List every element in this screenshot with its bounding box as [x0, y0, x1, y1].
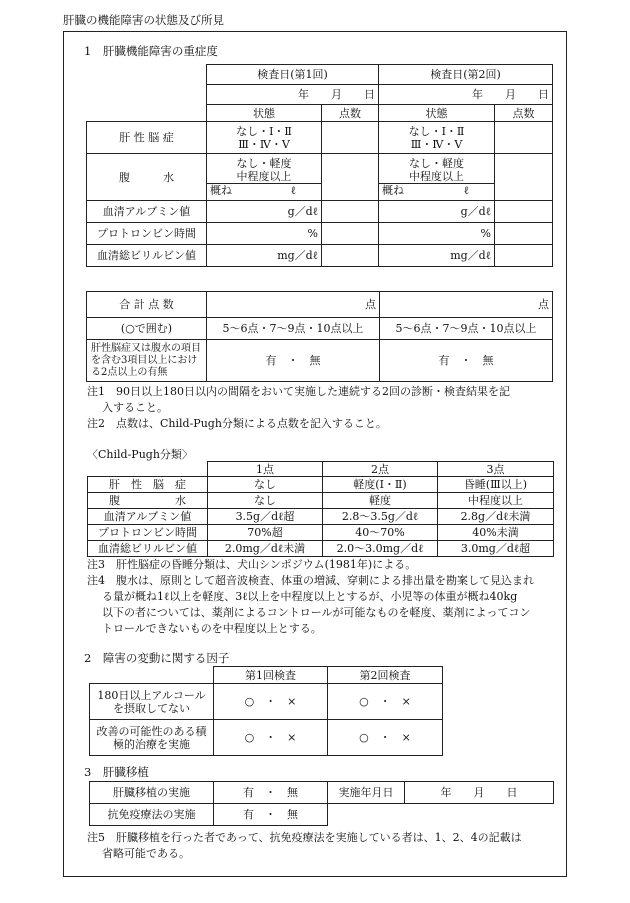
table-row: [88, 541, 554, 557]
two-point-yesno-2[interactable]: 有 ・ 無: [380, 340, 553, 382]
cp-cell: 2.8g／dℓ未満: [438, 509, 554, 525]
treatment-check-2[interactable]: ○ ・ ×: [328, 720, 443, 756]
transplant-date[interactable]: 年 月 日: [405, 782, 554, 804]
cp-cell: 40%未満: [438, 525, 554, 541]
cp-cell: 3.5g／dℓ超: [208, 509, 323, 525]
bilirubin-label: 血清総ビリルビン値: [87, 245, 207, 267]
ascites-options-1[interactable]: なし・軽度 中程度以上 概ね ℓ: [207, 154, 322, 201]
treatment-label: 改善の可能性のある積極的治療を実施: [90, 720, 214, 756]
factor-header-2: 第2回検査: [328, 667, 443, 684]
cp-cell: 2.0mg／dℓ未満: [208, 541, 323, 557]
albumin-label: 血清アルブミン値: [87, 201, 207, 223]
cp-header-2: 2点: [323, 462, 438, 477]
transplant-date-label: 実施年月日: [328, 782, 405, 804]
ascites-options-2[interactable]: なし・軽度 中程度以上 概ね ℓ: [379, 154, 495, 201]
alcohol-check-2[interactable]: ○ ・ ×: [328, 684, 443, 720]
note-4d: トロールできないものを中程度以上とする。: [102, 622, 322, 635]
exam2-header: 検査日(第2回): [379, 65, 553, 85]
note-5b: 省略可能である。: [102, 847, 190, 860]
section1-heading: 1 肝臓機能障害の重症度: [84, 44, 218, 58]
note-2: 注2 点数は、Child-Pugh分類による点数を記入すること。: [87, 417, 387, 430]
ascites-points-1[interactable]: [322, 154, 379, 201]
section2-heading: 2 障害の変動に関する因子: [84, 651, 230, 665]
circle-label: (○で囲む): [87, 318, 207, 340]
albumin-points-2[interactable]: [495, 201, 553, 223]
section3-heading: 3 肝臓移植: [84, 765, 149, 779]
cp-row-label: プロトロンビン時間: [88, 525, 208, 541]
albumin-value-1[interactable]: g／dℓ: [207, 201, 322, 223]
cp-cell: 軽度(Ⅰ・Ⅱ): [323, 477, 438, 493]
encephalopathy-points-1[interactable]: [322, 122, 379, 154]
table-row: [88, 525, 554, 541]
albumin-value-2[interactable]: g／dℓ: [379, 201, 495, 223]
exam1-header: 検査日(第1回): [207, 65, 379, 85]
transplant-label: 肝臓移植の実施: [90, 782, 214, 804]
transplant-yesno[interactable]: 有 ・ 無: [214, 782, 328, 804]
cp-cell: 3.0mg／dℓ超: [438, 541, 554, 557]
table-row: [88, 509, 554, 525]
table-row: [88, 477, 554, 493]
cp-cell: 2.0〜3.0mg／dℓ: [323, 541, 438, 557]
points-header-2: 点数: [495, 105, 553, 122]
total-range-1[interactable]: 5〜6点・7〜9点・10点以上: [207, 318, 380, 340]
alcohol-check-1[interactable]: ○ ・ ×: [214, 684, 328, 720]
total-range-2[interactable]: 5〜6点・7〜9点・10点以上: [380, 318, 553, 340]
immuno-yesno[interactable]: 有 ・ 無: [214, 804, 328, 826]
ascites-points-2[interactable]: [495, 154, 553, 201]
child-pugh-title: 〈Child-Pugh分類〉: [87, 448, 193, 461]
two-point-item-label: 肝性脳症又は腹水の項目を含む3項目以上における2点以上の有無: [87, 340, 207, 382]
bilirubin-value-1[interactable]: mg／dℓ: [207, 245, 322, 267]
cp-cell: 40〜70%: [323, 525, 438, 541]
factor-table: [89, 666, 443, 756]
cp-cell: 昏睡(Ⅲ以上): [438, 477, 554, 493]
prothrombin-value-2[interactable]: %: [379, 223, 495, 245]
ascites-label: 腹 水: [87, 154, 207, 201]
cp-header-3: 3点: [438, 462, 554, 477]
state-header-1: 状態: [207, 105, 322, 122]
severity-table: [86, 64, 553, 267]
total-points-1[interactable]: 点: [207, 292, 380, 318]
note-4b: る量が概ね1ℓ以上を軽度、3ℓ以上を中程度以上とするが、小児等の体重が概ね40kg: [102, 590, 518, 603]
transplant-table: [89, 781, 554, 826]
cp-row-label: 血清アルブミン値: [88, 509, 208, 525]
bilirubin-value-2[interactable]: mg／dℓ: [379, 245, 495, 267]
bilirubin-points-1[interactable]: [322, 245, 379, 267]
table-row: [88, 493, 554, 509]
note-5a: 注5 肝臓移植を行った者であって、抗免疫療法を実施している者は、1、2、4の記載は: [87, 831, 522, 844]
prothrombin-label: プロトロンビン時間: [87, 223, 207, 245]
cp-cell: 2.8〜3.5g／dℓ: [323, 509, 438, 525]
document-title: 肝臓の機能障害の状態及び所見: [63, 13, 224, 27]
bilirubin-points-2[interactable]: [495, 245, 553, 267]
note-4a: 注4 腹水は、原則として超音波検査、体重の増減、穿刺による排出量を勘案して見込まれ: [87, 574, 534, 587]
prothrombin-points-1[interactable]: [322, 223, 379, 245]
cp-row-label: 肝 性 脳 症: [88, 477, 208, 493]
total-label: 合 計 点 数: [87, 292, 207, 318]
encephalopathy-label: 肝 性 脳 症: [87, 122, 207, 154]
encephalopathy-points-2[interactable]: [495, 122, 553, 154]
prothrombin-points-2[interactable]: [495, 223, 553, 245]
immuno-label: 抗免疫療法の実施: [90, 804, 214, 826]
encephalopathy-options-2[interactable]: なし・Ⅰ・Ⅱ Ⅲ・Ⅳ・Ⅴ: [379, 122, 495, 154]
cp-row-label: 腹 水: [88, 493, 208, 509]
total-points-2[interactable]: 点: [380, 292, 553, 318]
note-3: 注3 肝性脳症の昏睡分類は、犬山シンポジウム(1981年)による。: [87, 558, 417, 571]
albumin-points-1[interactable]: [322, 201, 379, 223]
cp-cell: なし: [208, 493, 323, 509]
cp-row-label: 血清総ビリルビン値: [88, 541, 208, 557]
prothrombin-value-1[interactable]: %: [207, 223, 322, 245]
note-1b: 入すること。: [102, 401, 168, 414]
alcohol-label: 180日以上アルコールを摂取してない: [90, 684, 214, 720]
factor-header-1: 第1回検査: [214, 667, 328, 684]
points-header-1: 点数: [322, 105, 379, 122]
treatment-check-1[interactable]: ○ ・ ×: [214, 720, 328, 756]
cp-cell: なし: [208, 477, 323, 493]
note-1a: 注1 90日以上180日以内の間隔をおいて実施した連続する2回の診断・検査結果を記: [87, 385, 510, 398]
exam1-date[interactable]: 年 月 日: [207, 85, 379, 105]
total-table: [86, 291, 553, 382]
cp-cell: 中程度以上: [438, 493, 554, 509]
cp-cell: 軽度: [323, 493, 438, 509]
state-header-2: 状態: [379, 105, 495, 122]
two-point-yesno-1[interactable]: 有 ・ 無: [207, 340, 380, 382]
cp-header-1: 1点: [208, 462, 323, 477]
cp-cell: 70%超: [208, 525, 323, 541]
note-4c: 以下の者については、薬剤によるコントロールが可能なものを軽度、薬剤によってコン: [102, 606, 531, 619]
exam2-date[interactable]: 年 月 日: [379, 85, 553, 105]
child-pugh-table: [87, 461, 554, 557]
encephalopathy-options-1[interactable]: なし・Ⅰ・Ⅱ Ⅲ・Ⅳ・Ⅴ: [207, 122, 322, 154]
